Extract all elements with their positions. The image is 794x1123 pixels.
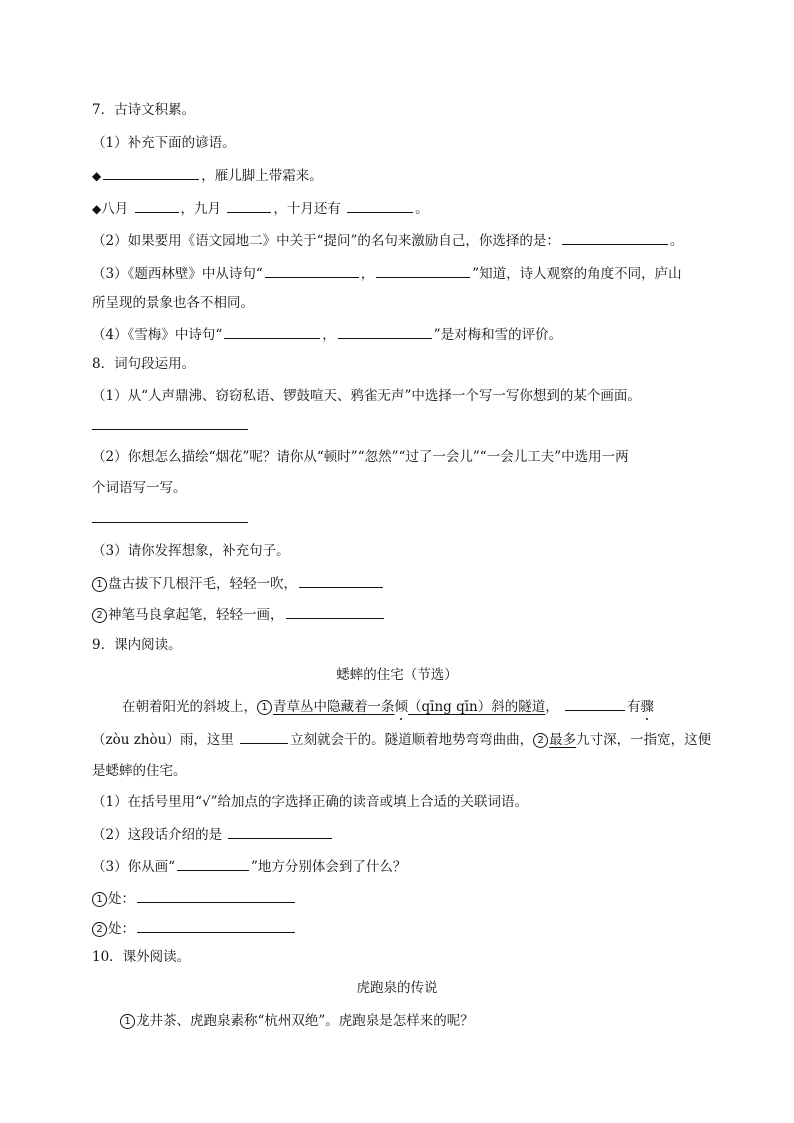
- passage-line-1: [120, 1012, 474, 1030]
- underlined-text: 最多: [549, 732, 577, 748]
- diamond-bullet-icon: ◆: [92, 202, 102, 216]
- passage-text: （zòu zhòu）雨，这里: [92, 732, 234, 748]
- passage-text: 九寸深，一指宽，这便: [576, 732, 712, 748]
- answer-blank[interactable]: [137, 889, 295, 903]
- passage-title: 虎跑泉的传说: [356, 980, 438, 996]
- q8-item-1: [92, 574, 385, 593]
- dotted-char: 骤: [640, 699, 655, 715]
- proverb-text: 八月: [101, 201, 129, 217]
- passage-title: 蟋蟀的住宅（节选）: [336, 667, 458, 683]
- answer-blank[interactable]: [562, 231, 668, 245]
- underlined-text: 青草丛中隐藏着一条倾（qīng qīn）斜的隧道: [273, 699, 546, 715]
- proverb-text: ，雁儿脚上带霜来。: [201, 168, 323, 184]
- dotted-char: 倾: [394, 699, 408, 715]
- question-text: （3）你从画“: [92, 859, 175, 875]
- answer-label: 处：: [108, 891, 135, 907]
- passage-line-1: [122, 697, 654, 716]
- answer-label: 处：: [108, 921, 135, 937]
- q7-part4: [92, 325, 562, 344]
- passage-text: 立刻就会干的。隧道顺着地势弯弯曲曲，: [290, 732, 534, 748]
- passage-line-3: 是蟋蟀的住宅。: [92, 763, 187, 779]
- question-text: ”地方分别体会到了什么？: [251, 859, 407, 875]
- circled-number-icon: 2: [92, 608, 107, 623]
- item-text: 神笔马良拿起笔，轻轻一画，: [108, 607, 284, 623]
- circled-number-icon: 2: [92, 922, 107, 937]
- proverb-text: 。: [415, 201, 429, 217]
- q9-answer-1: [92, 889, 297, 908]
- answer-blank[interactable]: [376, 264, 470, 278]
- q8-heading: 8．词句段运用。: [92, 356, 196, 372]
- answer-blank[interactable]: [265, 264, 359, 278]
- q9-answer-2: [92, 919, 297, 938]
- question-text: （4）《雪梅》中诗句“: [92, 327, 223, 343]
- answer-blank[interactable]: [224, 325, 320, 339]
- question-text: ，: [322, 327, 336, 343]
- q7-part1: （1）补充下面的谚语。: [92, 135, 236, 151]
- answer-blank[interactable]: [565, 697, 625, 711]
- answer-blank[interactable]: [240, 730, 288, 744]
- passage-text: ，: [545, 699, 559, 715]
- q8-part1: （1）从“人声鼎沸、窃窃私语、锣鼓喧天、鸦雀无声”中选择一个写一写你想到的某个画面。: [92, 388, 641, 404]
- q8-part3: （3）请你发挥想象，补充句子。: [92, 543, 290, 559]
- q7-proverb-2: [92, 199, 429, 218]
- q7-part2: [92, 231, 683, 250]
- answer-blank[interactable]: [227, 199, 271, 213]
- answer-line[interactable]: [92, 428, 248, 430]
- q7-part3: [92, 264, 682, 283]
- question-text: （3）《题西林壁》中从诗句“: [92, 266, 263, 282]
- question-text: （2）这段话介绍的是: [92, 827, 223, 843]
- answer-blank[interactable]: [137, 919, 295, 933]
- question-text: ”是对梅和雪的评价。: [433, 327, 563, 343]
- answer-blank[interactable]: [347, 199, 413, 213]
- circled-number-icon: 1: [92, 577, 107, 592]
- q8-part2: （2）你想怎么描绘“烟花”呢？请你从“顿时”“忽然”“过了一会儿”“一会儿工夫”中选用一两: [92, 449, 629, 465]
- item-text: 盘古拔下几根汗毛，轻轻一吹，: [108, 576, 297, 592]
- circled-number-icon: 1: [120, 1014, 135, 1029]
- q9-part3: [92, 857, 406, 876]
- question-text: （2）如果要用《语文园地二》中关于“提问”的名句来激励自己，你选择的是：: [92, 233, 560, 249]
- answer-line[interactable]: [92, 521, 248, 523]
- proverb-text: ，十月还有: [273, 201, 341, 217]
- q9-part2: [92, 825, 334, 844]
- answer-blank[interactable]: [338, 325, 432, 339]
- circled-number-icon: 1: [92, 892, 107, 907]
- circled-number-icon: 2: [533, 733, 548, 748]
- answer-blank[interactable]: [228, 825, 332, 839]
- q9-part1: （1）在括号里用“√”给加点的字选择正确的读音或填上合适的关联词语。: [92, 794, 528, 810]
- answer-blank[interactable]: [177, 857, 249, 871]
- q10-heading: 10．课外阅读。: [92, 949, 191, 965]
- circled-number-icon: 1: [257, 700, 272, 715]
- passage-text: 有: [627, 699, 641, 715]
- answer-blank[interactable]: [299, 574, 383, 588]
- diamond-bullet-icon: ◆: [92, 169, 102, 183]
- answer-blank[interactable]: [286, 605, 384, 619]
- passage-text: 在朝着阳光的斜坡上，: [122, 699, 257, 715]
- q8-part2-line2: 个词语写一写。: [92, 480, 187, 496]
- q9-heading: 9．课内阅读。: [92, 637, 182, 653]
- proverb-text: ，九月: [180, 201, 222, 217]
- passage-line-2: [92, 730, 711, 749]
- passage-text: 龙井茶、虎跑泉素称“杭州双绝”。虎跑泉是怎样来的呢？: [136, 1013, 474, 1029]
- q7-proverb-1: [92, 166, 323, 185]
- question-text: 。: [669, 233, 684, 249]
- q8-item-2: [92, 605, 386, 624]
- q7-heading: 7．古诗文积累。: [92, 102, 196, 118]
- question-text: ，: [360, 266, 375, 282]
- answer-blank[interactable]: [103, 166, 199, 180]
- q7-part3-line2: 所呈现的景象也各不相同。: [92, 295, 254, 311]
- question-text: ”知道，诗人观察的角度不同，庐山: [472, 266, 682, 282]
- answer-blank[interactable]: [135, 199, 179, 213]
